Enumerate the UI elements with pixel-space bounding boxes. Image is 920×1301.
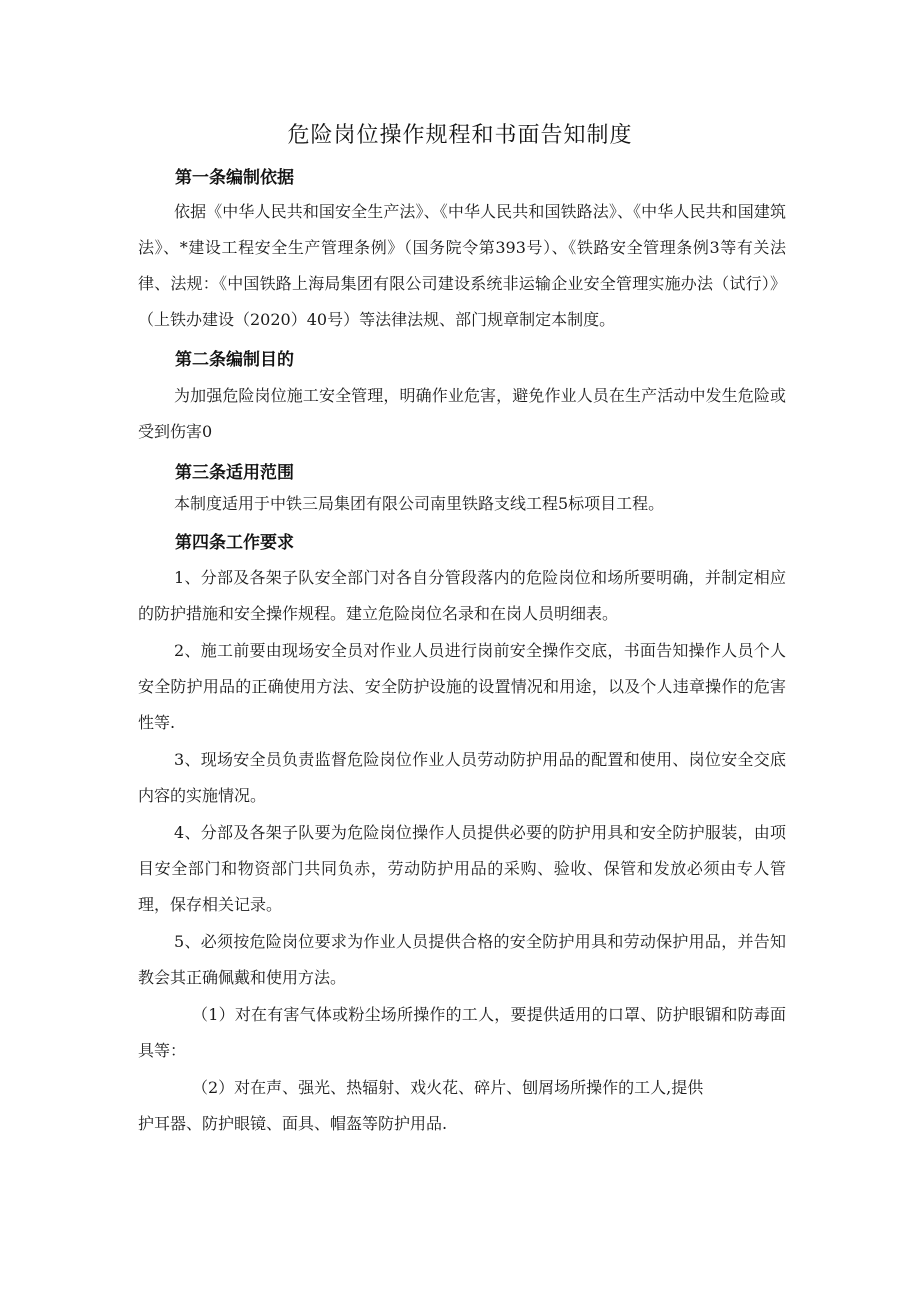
requirement-item-4: 4、分部及各架子队要为危险岗位操作人员提供必要的防护用具和安全防护服装，由项目安全部门和物资部门共同负赤，劳动防护用品的采购、验收、保管和发放必须由专人管理，保存相关记录。 [138,823,786,914]
document-title: 危险岗位操作规程和书面告知制度 [287,123,633,148]
section-heading-4: 第四条工作要求 [175,533,294,553]
requirement-sub-item-1: （1）对在有害气体或粉尘场所操作的工人，要提供适用的口罩、防护眼镅和防毒面具等： [138,1005,786,1060]
requirement-sub-item-2-continued: 护耳器、防护眼镜、面具、帽盔等防护用品. [138,1114,448,1133]
requirement-item-5: 5、必须按危险岗位要求为作业人员提供合格的安全防护用具和劳动保护用品，并告知教会其正确佩戴和使用方法。 [138,932,786,987]
requirement-sub-item-2: （2）对在声、强光、热辐射、戏火花、碎片、刨屑场所操作的工人,提供 [192,1078,704,1097]
section-heading-2: 第二条编制目的 [175,350,294,370]
section-2-paragraph: 为加强危险岗位施工安全管理，明确作业危害，避免作业人员在生产活动中发生危险或受到伤害0 [138,386,786,441]
section-3-paragraph: 本制度适用于中铁三局集团有限公司南里铁路支线工程5标项目工程。 [174,494,665,513]
section-heading-1: 第一条编制依据 [175,168,294,188]
section-1-paragraph: 依据《中华人民共和国安全生产法》、《中华人民共和国铁路法》、《中华人民共和国建筑法》、*建设工程安全生产管理条例》（国务院令第393号）、《铁路安全管理条例3等有关法律、法规：《中国铁路上海局集团有限公司建设系统非运输企业安全管理实施办法（试行）》（上铁办建设（2020）40号）等法律法规、部门规章制定本制度。 [138,202,786,329]
section-heading-3: 第三条适用范围 [175,463,294,483]
requirement-item-1: 1、分部及各架子队安全部门对各自分管段落内的危险岗位和场所要明确，并制定相应的防护措施和安全操作规程。建立危险岗位名录和在岗人员明细表。 [138,568,786,623]
requirement-item-2: 2、施工前要由现场安全员对作业人员进行岗前安全操作交底，书面告知操作人员个人安全防护用品的正确使用方法、安全防护设施的设置情况和用途，以及个人违章操作的危害性等. [138,641,786,732]
requirement-item-3: 3、现场安全员负责监督危险岗位作业人员劳动防护用品的配置和使用、岗位安全交底内容的实施情况。 [138,750,786,805]
